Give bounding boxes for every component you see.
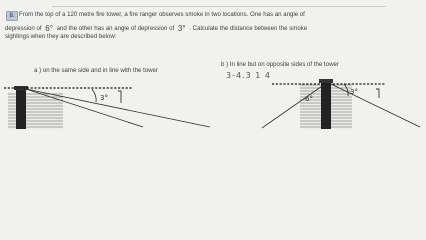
part-a-label: a ) on the same side and in line with the tower [34, 67, 158, 74]
diagram-b-angle-label: 3° [350, 88, 358, 96]
diagram-b-angle-bracket [376, 89, 379, 98]
part-b-label: b ) In line but on opposite sides of the tower [221, 61, 339, 68]
question-line-3: sightings when they are described below: [5, 33, 117, 40]
diagram-b-tower [321, 82, 331, 129]
question-number-badge: 8. [6, 11, 18, 21]
question-line-2-start: depression of [5, 25, 42, 32]
diagram-a [4, 86, 210, 129]
question-line-2-middle: and the other has an angle of depression of [56, 25, 175, 32]
angle-a-value: 6° [45, 24, 53, 33]
diagram-a-angle-label: 3° [100, 94, 108, 102]
question-line-2-end: . Calculate the distance between the smoke [189, 25, 308, 32]
diagram-a-angle-arc [92, 89, 96, 102]
diagram-b [262, 79, 420, 129]
diagram-a-angle-bracket [118, 91, 121, 103]
diagram-b-tower-top [319, 79, 333, 83]
diagram-a-tower [16, 89, 26, 129]
diagram-b-tower-label: 6° [305, 95, 313, 103]
question-line-1: From the top of a 120 metre fire tower, a fire ranger observes smoke in two locations. One has an angle of [19, 11, 305, 18]
angle-b-value: 3° [177, 24, 186, 33]
handwritten-note: 3-4.3 1 4 [226, 71, 271, 80]
